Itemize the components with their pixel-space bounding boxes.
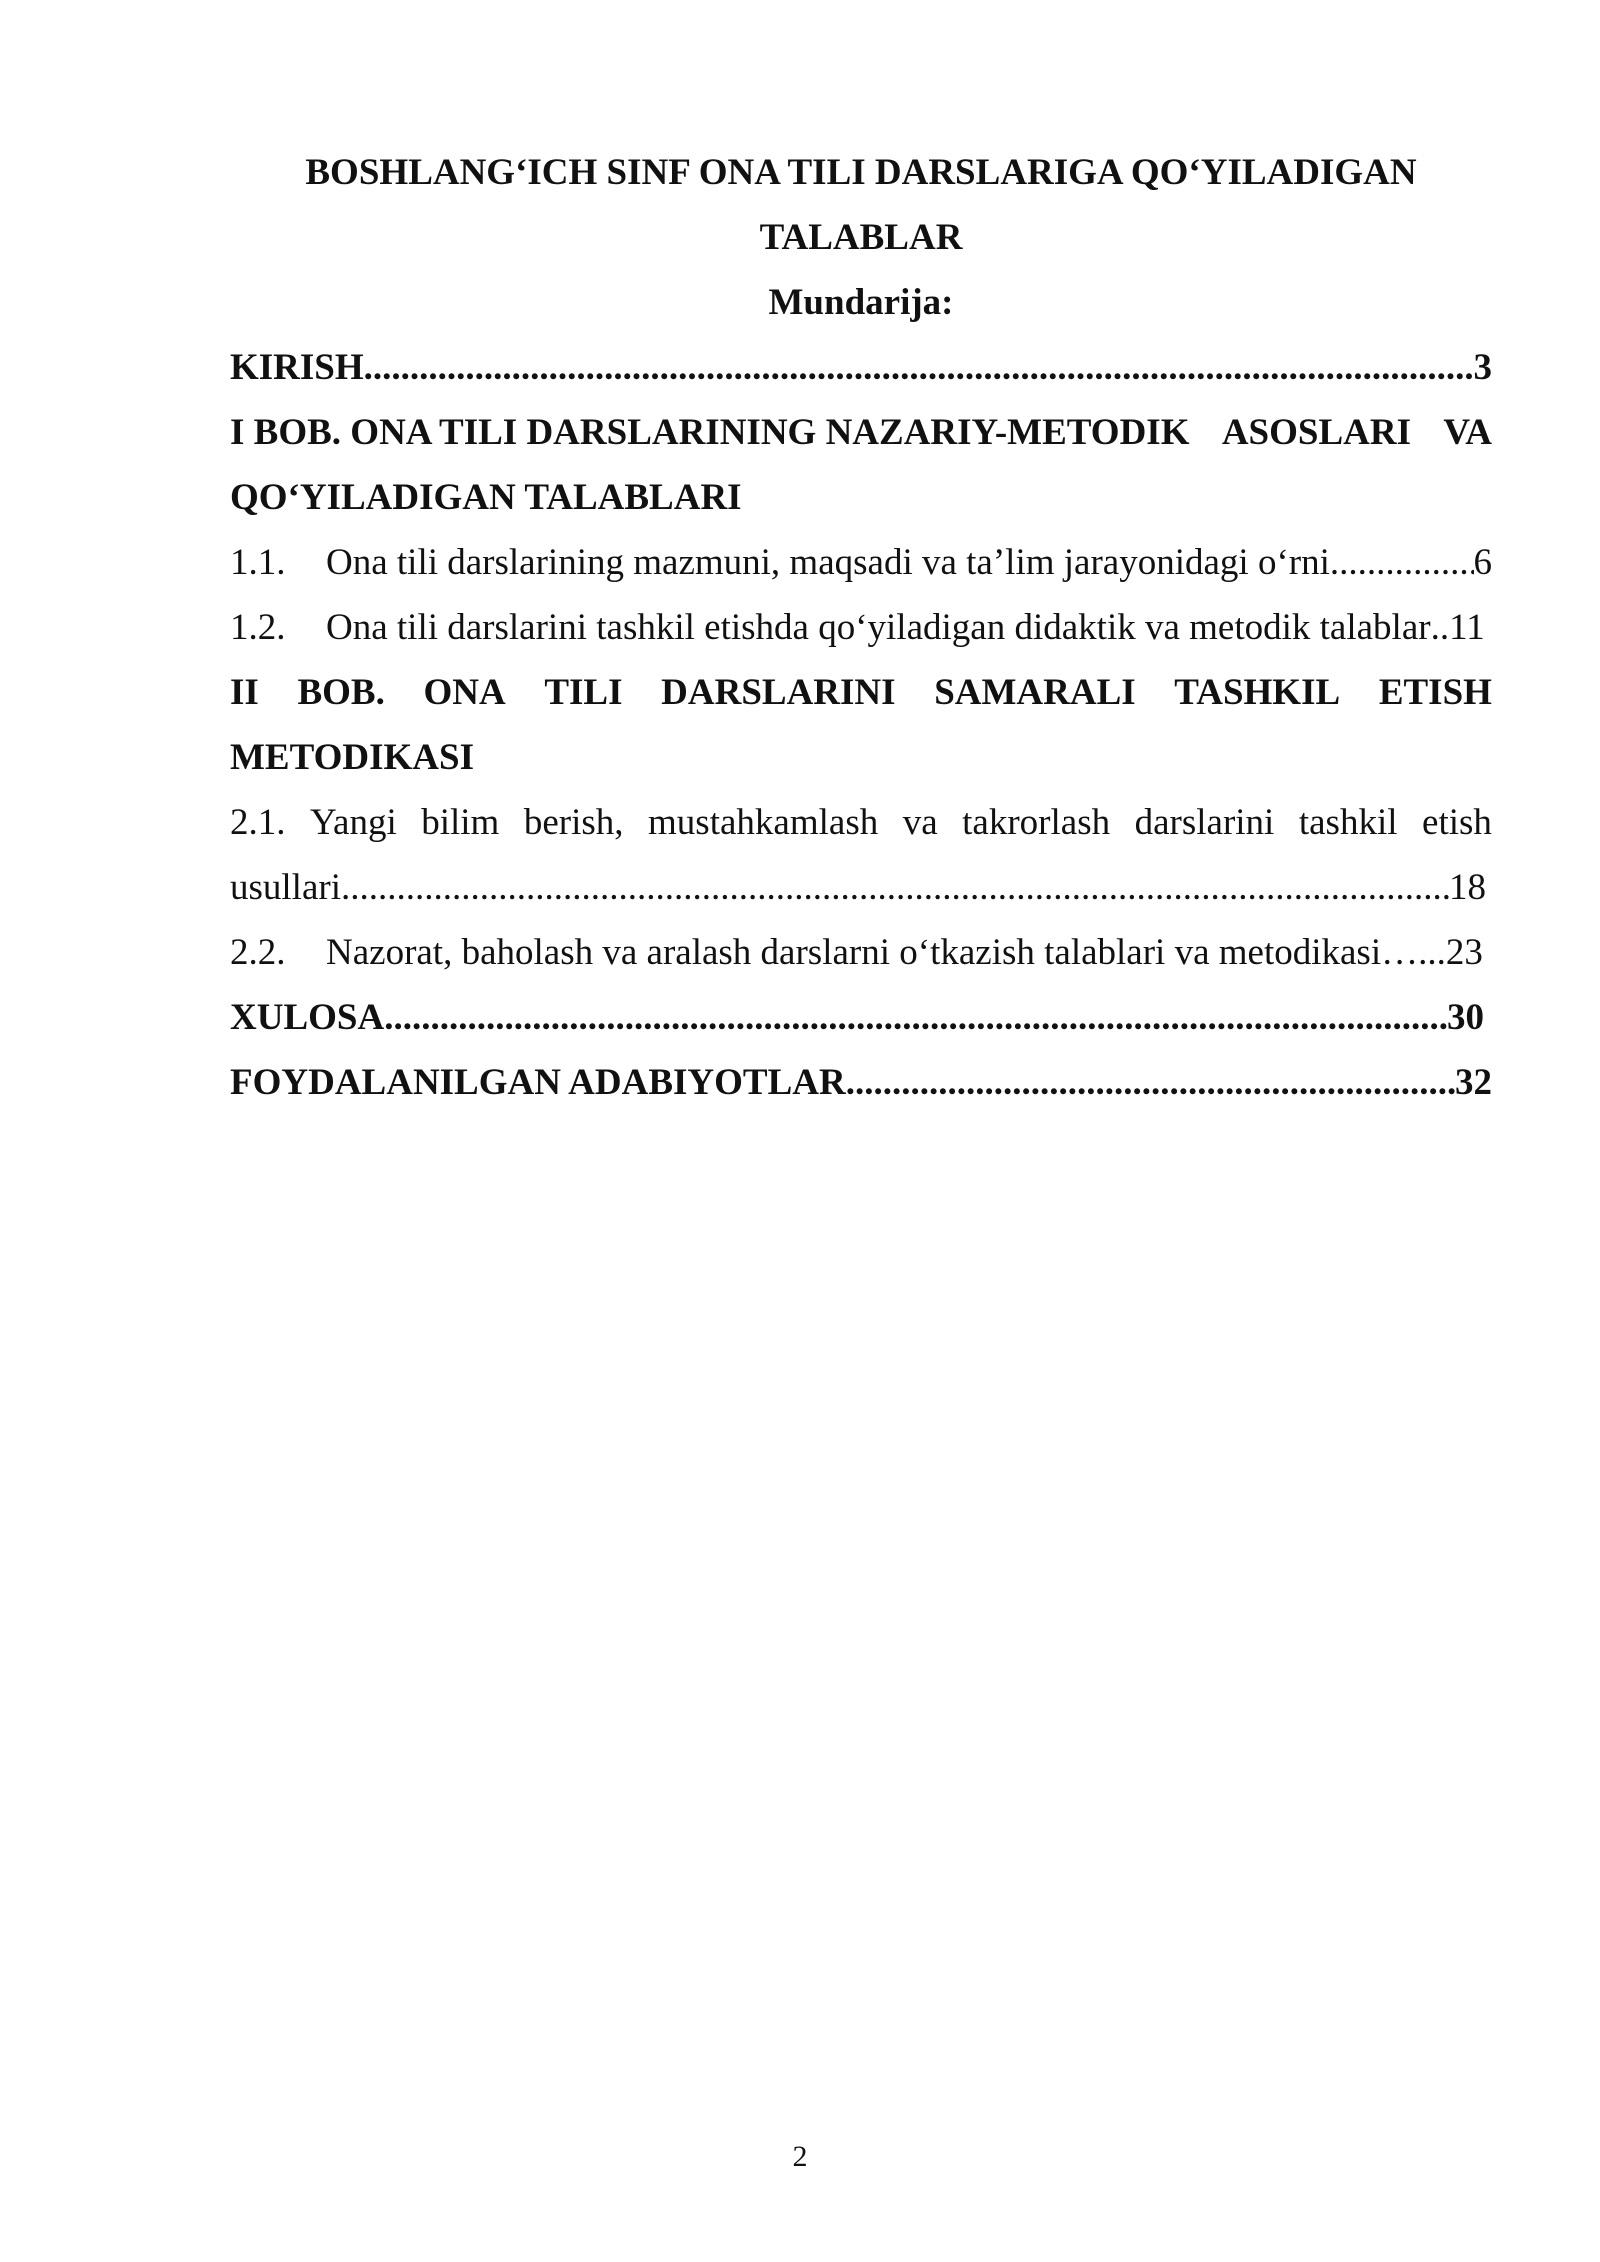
toc-entry-page: 6 <box>1473 542 1492 583</box>
toc-chapter1-line2[interactable] <box>230 465 1492 530</box>
toc-chapter-word: BOB. <box>297 672 385 713</box>
toc-chapter-word: ETISH <box>1378 672 1492 713</box>
toc-entry-word: Yangi <box>310 802 397 843</box>
document-page <box>230 140 1492 1115</box>
toc-entry-2-2[interactable] <box>230 920 1492 985</box>
toc-chapter-word: DARSLARINI <box>661 672 896 713</box>
toc-chapter-word: ASOSLARI <box>1221 412 1411 453</box>
toc-entry-label: Nazorat, baholash va aralash darslarni o‘tkazish talablari va metodikasi <box>326 932 1382 973</box>
toc-chapter-word: TILI <box>544 672 623 713</box>
toc-entry-word: bilim <box>421 802 500 843</box>
toc-chapter2-line1[interactable] <box>230 660 1492 725</box>
toc-entry-conclusion[interactable] <box>230 985 1492 1050</box>
toc-entry-page: 32 <box>1455 1062 1492 1103</box>
toc-entry-label: XULOSA <box>230 997 385 1038</box>
toc-chapter-word: SAMARALI <box>934 672 1136 713</box>
toc-entry-2-1-line2[interactable] <box>230 855 1492 920</box>
toc-entry-label: KIRISH <box>230 347 364 388</box>
toc-entry-label: usullari <box>230 867 341 908</box>
toc-leader-dots: …... <box>1381 932 1446 973</box>
toc-entry-page: 3 <box>1473 347 1492 388</box>
document-title-line1: BOSHLANG‘ICH SINF ONA TILI DARSLARIGA QO‘YILADIGAN <box>305 152 1417 193</box>
document-title-line2: TALABLAR <box>759 217 963 258</box>
toc-entry-intro[interactable] <box>230 335 1492 400</box>
toc-entry-label: FOYDALANILGAN ADABIYOTLAR <box>230 1062 846 1103</box>
toc-entry-1-2[interactable] <box>230 595 1492 660</box>
toc-leader-dots <box>384 985 1447 1050</box>
toc-entry-number: 2.1. <box>230 802 286 843</box>
toc-entry-word: etish <box>1422 802 1492 843</box>
toc-entry-page: 18 <box>1449 867 1486 908</box>
toc-entry-number: 1.2. <box>230 607 286 648</box>
toc-leader-dots <box>364 335 1474 400</box>
toc-leader-dots <box>341 855 1449 920</box>
toc-chapter-word: II <box>230 672 259 713</box>
toc-entry-1-1[interactable] <box>230 530 1492 595</box>
toc-chapter1-line1[interactable] <box>230 400 1492 465</box>
toc-leader-dots: .. <box>1430 607 1450 648</box>
toc-chapter-word: ONA <box>423 672 506 713</box>
toc-chapter-label: QO‘YILADIGAN TALABLARI <box>230 477 742 518</box>
toc-chapter-word: I BOB. ONA TILI DARSLARINING NAZARIY-METODIK <box>230 412 1190 453</box>
toc-entry-number: 1.1. <box>230 542 286 583</box>
toc-leader-dots <box>846 1050 1455 1115</box>
toc-entry-label: Ona tili darslarining mazmuni, maqsadi va ta’lim jarayonidagi o‘rni <box>326 542 1330 583</box>
toc-entry-word: darslarini <box>1134 802 1275 843</box>
toc-chapter-label: METODIKASI <box>230 737 474 778</box>
toc-entry-2-1-line1[interactable] <box>230 790 1492 855</box>
toc-chapter-word: VA <box>1443 412 1492 453</box>
page-number: 2 <box>792 2140 808 2173</box>
toc-entry-word: berish, <box>523 802 624 843</box>
toc-entry-page: 23 <box>1445 932 1483 973</box>
toc-entry-page: 11 <box>1449 607 1485 648</box>
toc-entry-number: 2.2. <box>230 932 286 973</box>
toc-entry-word: takrorlash <box>962 802 1111 843</box>
toc-entry-word: mustahkamlash <box>648 802 879 843</box>
toc-chapter2-line2[interactable] <box>230 725 1492 790</box>
toc-entry-word: va <box>902 802 938 843</box>
toc-entry-word: tashkil <box>1298 802 1398 843</box>
toc-entry-label: Ona tili darslarini tashkil etishda qo‘yiladigan didaktik va metodik talablar <box>326 607 1431 648</box>
toc-entry-references[interactable] <box>230 1050 1492 1115</box>
toc-chapter-word: TASHKIL <box>1174 672 1341 713</box>
toc-heading: Mundarija: <box>768 282 954 323</box>
toc-leader-dots <box>1330 530 1474 595</box>
toc-entry-page: 30 <box>1447 997 1484 1038</box>
